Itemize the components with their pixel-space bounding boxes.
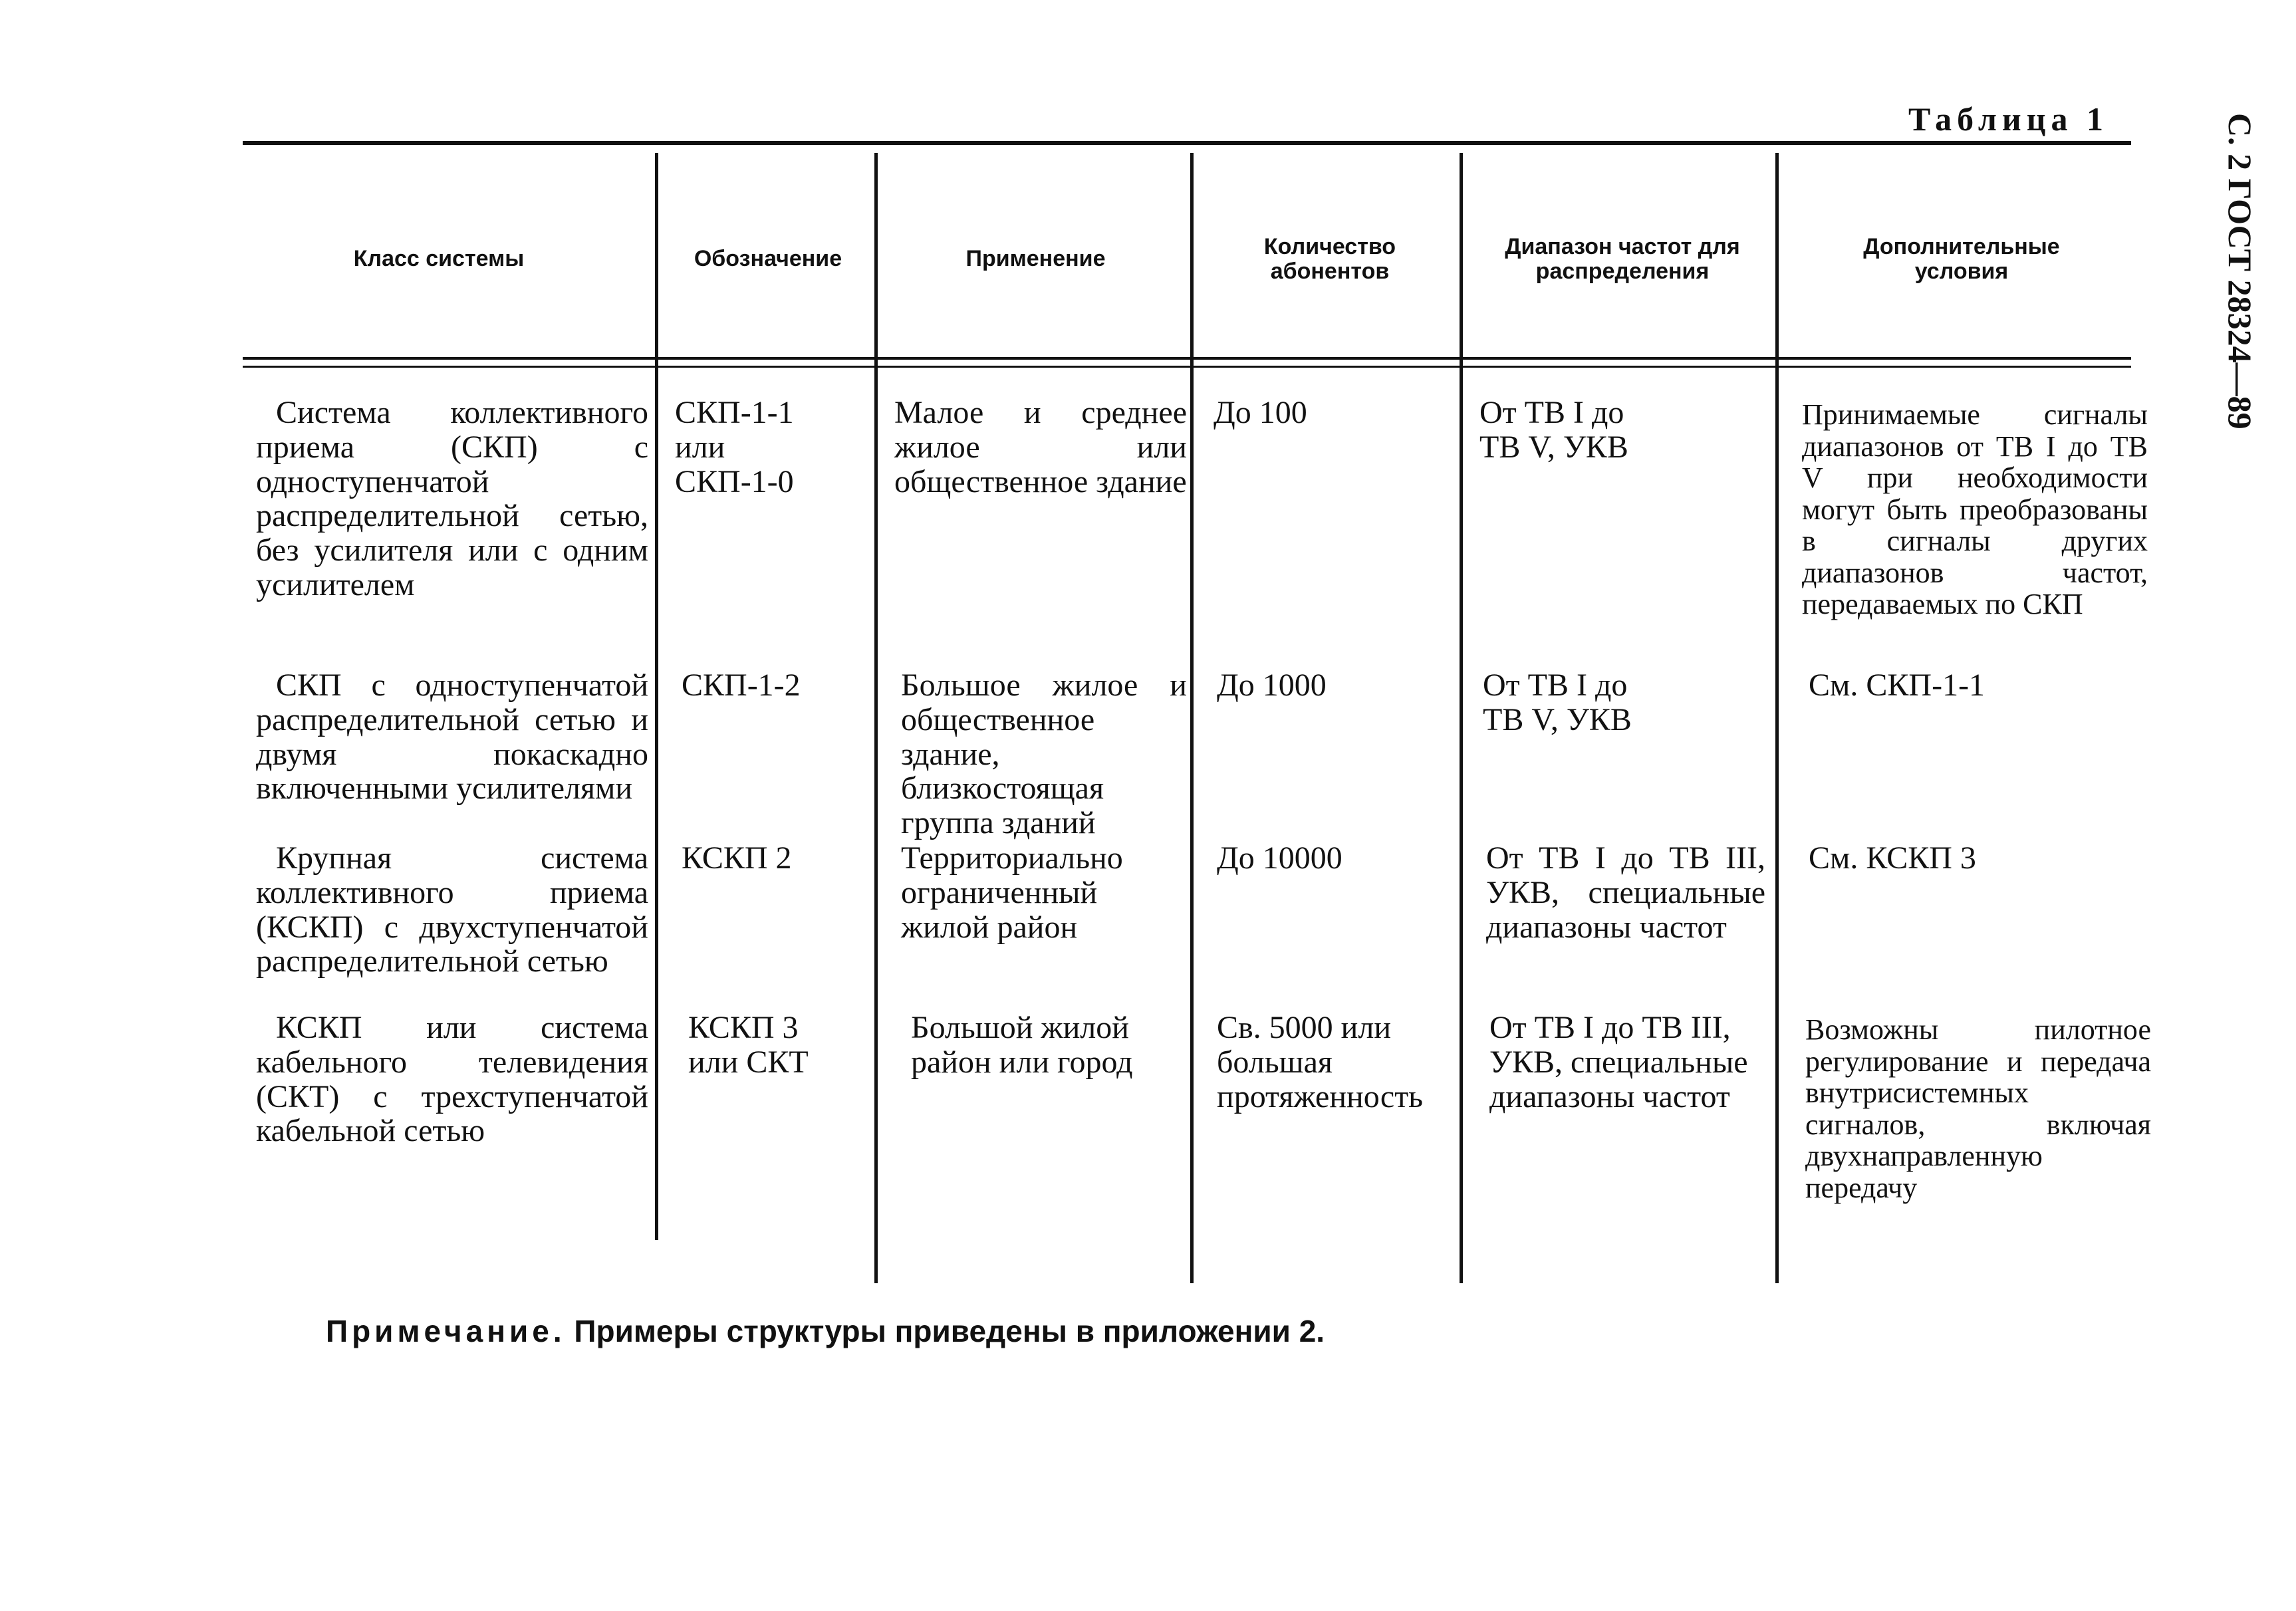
header-conditions: Дополнительные условия [1863, 233, 2060, 284]
note-label: Примечание. [326, 1314, 566, 1348]
header-application: Применение [965, 246, 1106, 272]
row-4-range: От ТВ I до ТВ III, УКВ, специальные диапазоны частот [1489, 1010, 1748, 1114]
row-2-application: Большое жилое и общественное здание, близкостоящая группа зданий [901, 668, 1187, 841]
table-title: Таблица 1 [1908, 100, 2109, 138]
row-4-designation: КСКП 3 или СКТ [688, 1010, 809, 1080]
row-1-conditions: Принимаемые сигналы диапазонов от ТВ I до ТВ V при необходимости могут быть преобразованы в сигналы других диапазонов частот, передаваемых по СКП [1802, 398, 2148, 621]
header-class: Класс системы [353, 246, 525, 272]
table-note [326, 1313, 1325, 1349]
row-2-subscribers: До 1000 [1217, 668, 1327, 703]
row-4-conditions: Возможны пилотное регулирование и передача внутрисистемных сигналов, включая двухнаправленную передачу [1805, 1013, 2151, 1204]
page-side-label: С. 2 ГОСТ 28324—89 [2222, 113, 2259, 430]
table-top-rule [243, 141, 2131, 145]
row-2-conditions: См. СКП-1-1 [1809, 668, 1985, 703]
row-1-range: От ТВ I до ТВ V, УКВ [1479, 395, 1628, 465]
row-3-class: Крупная система коллективного приема (КСКП) с двухступенчатой распределительной сетью [256, 840, 648, 979]
note-text: Примеры структуры приведены в приложении 2. [574, 1314, 1325, 1348]
header-designation: Обозначение [694, 246, 842, 272]
row-3-application: Территориально ограниченный жилой район [901, 840, 1123, 945]
row-3-conditions: См. КСКП 3 [1809, 840, 1976, 876]
row-4-subscribers: Св. 5000 или большая протяженность [1217, 1010, 1424, 1114]
column-divider-1 [655, 153, 658, 1240]
row-2-class: СКП с одноступенчатой распределительной сетью и двумя покаскадно включенными усилителями [256, 668, 648, 806]
column-divider-5 [1775, 153, 1779, 1283]
row-2-range: От ТВ I до ТВ V, УКВ [1483, 668, 1632, 737]
column-divider-4 [1460, 153, 1463, 1283]
row-1-application: Малое и среднее жилое или общественное здание [894, 395, 1187, 499]
column-divider-3 [1190, 153, 1194, 1283]
row-3-designation: КСКП 2 [682, 840, 792, 876]
row-1-designation: СКП-1-1 или СКП-1-0 [675, 395, 794, 499]
row-1-class: Система коллективного приема (СКП) с одноступенчатой распределительной сетью, без усилителя или с одним усилителем [256, 395, 648, 603]
row-1-subscribers: До 100 [1213, 395, 1307, 430]
row-2-designation: СКП-1-2 [682, 668, 801, 703]
header-bottom-rule-2 [243, 366, 2131, 368]
row-3-subscribers: До 10000 [1217, 840, 1342, 876]
row-4-application: Большой жилой район или город [911, 1010, 1133, 1080]
row-4-class: КСКП или система кабельного телевидения (СКТ) с трехступенчатой кабельной сетью [256, 1010, 648, 1149]
header-subscribers: Количество абонентов [1263, 233, 1396, 284]
column-divider-2 [874, 153, 878, 1283]
header-range: Диапазон частот для распределения [1505, 233, 1740, 284]
row-3-range: От ТВ I до ТВ III, УКВ, специальные диапазоны частот [1486, 840, 1765, 945]
